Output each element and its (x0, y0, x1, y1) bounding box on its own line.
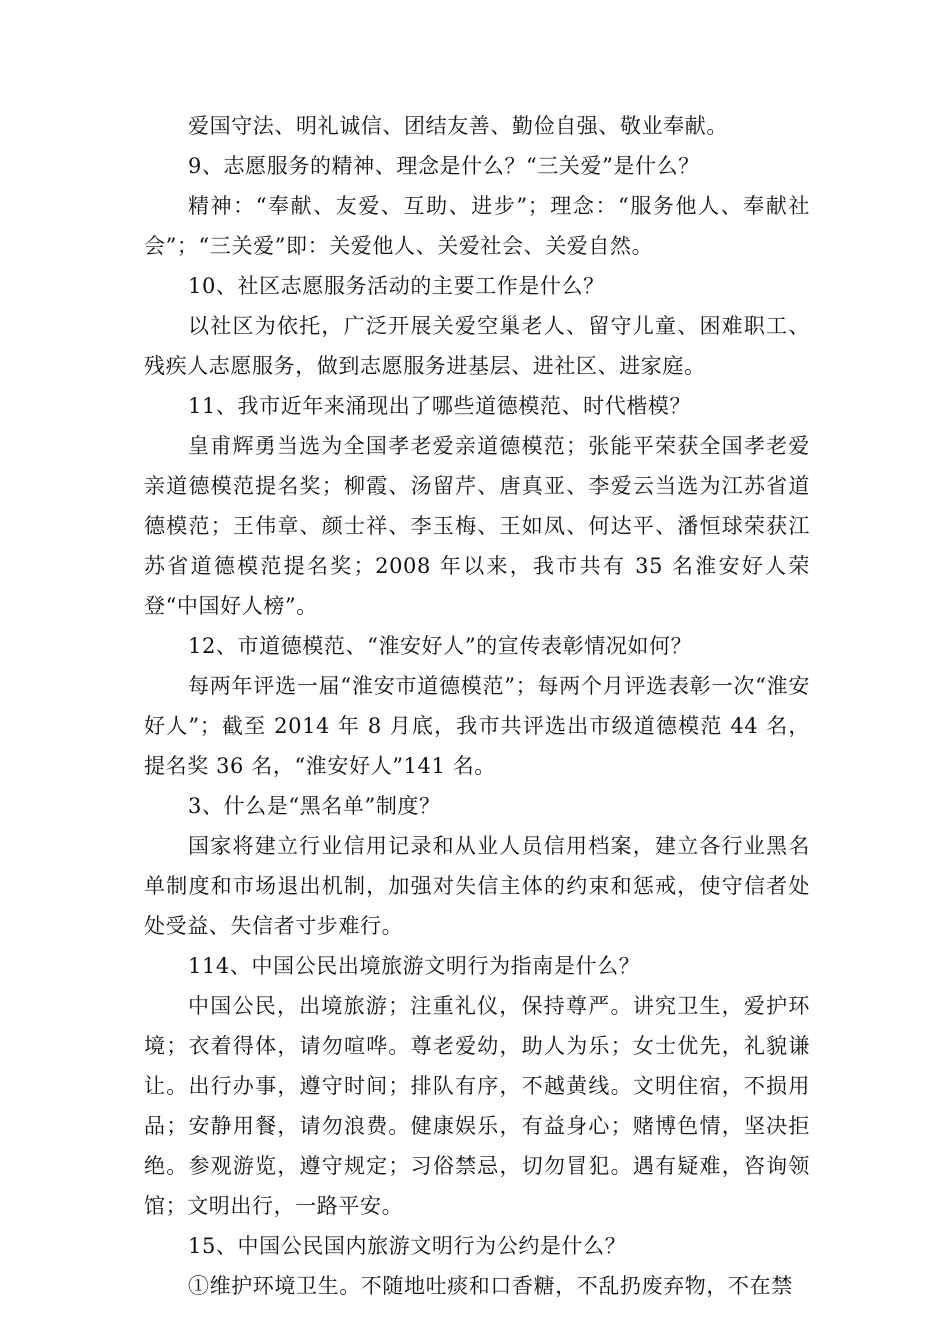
question-12-heading: 12、市道德模范、“淮安好人”的宣传表彰情况如何？ (188, 634, 693, 658)
answer-3-text: 国家将建立行业信用记录和从业人员信用档案，建立各行业黑名单制度和市场退出机制，加强对失信主体的约束和惩戒，使守信者处处受益、失信者寸步难行。 (144, 834, 810, 938)
document-body (144, 106, 810, 1306)
question-114-heading: 114、中国公民出境旅游文明行为指南是什么？ (188, 954, 641, 978)
answer-10-text: 以社区为依托，广泛开展关爱空巢老人、留守儿童、困难职工、残疾人志愿服务，做到志愿服务进基层、进社区、进家庭。 (144, 314, 810, 378)
question-10-heading: 10、社区志愿服务活动的主要工作是什么？ (188, 274, 605, 298)
answer-114-text: 中国公民，出境旅游；注重礼仪，保持尊严。讲究卫生，爱护环境；衣着得体，请勿喧哗。尊老爱幼，助人为乐；女士优先，礼貌谦让。出行办事，遵守时间；排队有序，不越黄线。文明住宿，不损用品；安静用餐，请勿浪费。健康娱乐，有益身心；赌博色情，坚决拒绝。参观游览，遵守规定；习俗禁忌，切勿冒犯。遇有疑难，咨询领馆；文明出行，一路平安。 (144, 994, 810, 1218)
answer-9-text: 精神：“奉献、友爱、互助、进步”；理念：“服务他人、奉献社会”；“三关爱”即：关爱他人、关爱社会、关爱自然。 (144, 194, 810, 258)
question-9-heading: 9、志愿服务的精神、理念是什么？“三关爱”是什么？ (188, 154, 700, 178)
answer-11-text: 皇甫辉勇当选为全国孝老爱亲道德模范；张能平荣获全国孝老爱亲道德模范提名奖；柳霞、汤留芹、唐真亚、李爱云当选为江苏省道德模范；王伟章、颜士祥、李玉梅、王如凤、何达平、潘恒球荣获江苏省道德模范提名奖；2008 年以来，我市共有 35 名淮安好人荣登“中国好人榜”。 (144, 434, 810, 618)
paragraph-values-text: 爱国守法、明礼诚信、团结友善、勤俭自强、敬业奉献。 (188, 114, 728, 138)
question-11-heading: 11、我市近年来涌现出了哪些道德模范、时代楷模？ (188, 394, 692, 418)
answer-15-text: ①维护环境卫生。不随地吐痰和口香糖，不乱扔废弃物，不在禁 (188, 1274, 793, 1298)
question-3-heading: 3、什么是“黑名单”制度？ (188, 794, 441, 818)
question-15-heading: 15、中国公民国内旅游文明行为公约是什么？ (188, 1234, 627, 1258)
answer-12-text: 每两年评选一届“淮安市道德模范”；每两个月评选表彰一次“淮安好人”；截至 2014 年 8 月底，我市共评选出市级道德模范 44 名，提名奖 36 名，“淮安好人”141 名。 (144, 674, 810, 778)
